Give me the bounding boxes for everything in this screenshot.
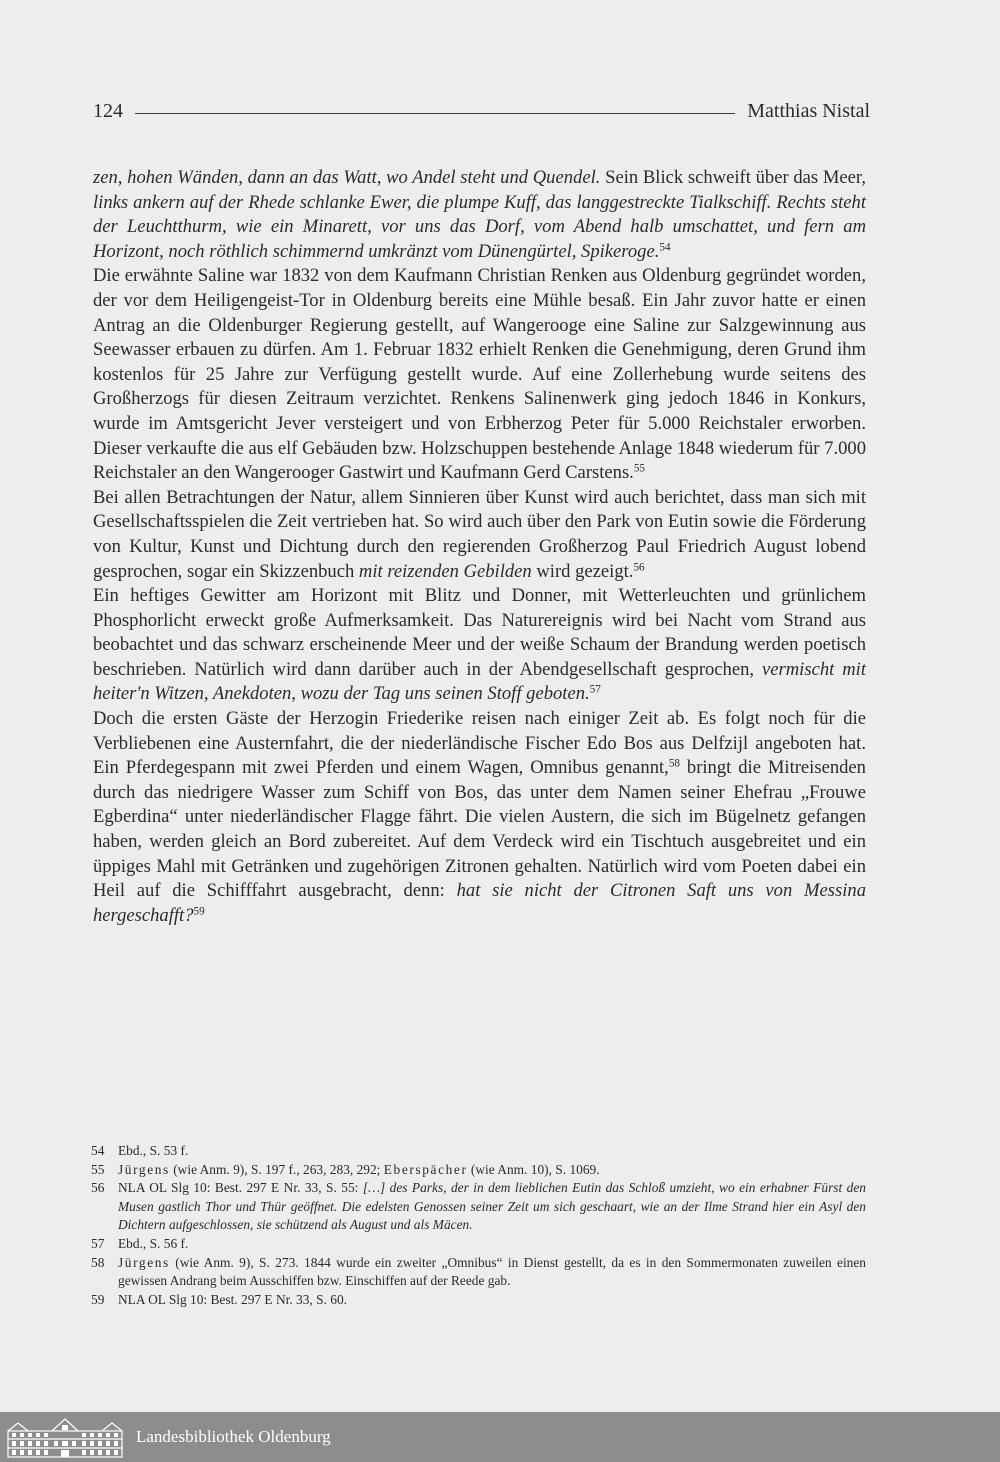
text-run: (wie Anm. 9), S. 197 f., 263, 283, 292; xyxy=(169,1161,384,1177)
footnote-ref-57[interactable]: 57 xyxy=(589,683,601,696)
footnote-56 xyxy=(91,1179,866,1235)
footnote-ref-56[interactable]: 56 xyxy=(633,560,645,573)
header-rule xyxy=(135,113,735,114)
text-run: wird gezeigt. xyxy=(531,560,634,582)
text-run: Bei allen Betrachtungen der Natur, allem Sinnieren über Kunst wird auch berichtet, dass man sich mit Gesellschaftsspielen die Zeit vertrieben hat. So wird auch über den Park von Eutin sowie die Förderung von Kultur, Kunst und Dichtung durch den regierenden Großherzog Paul Friedrich August lobend gesprochen, sogar ein Skizzenbuch xyxy=(93,486,866,582)
paragraph-1 xyxy=(93,166,866,264)
library-building-icon xyxy=(4,1415,126,1459)
author-name: Eberspächer xyxy=(383,1161,468,1177)
footnote-ref-58[interactable]: 58 xyxy=(668,757,680,770)
footnote-54 xyxy=(91,1142,866,1161)
footnote-text: NLA OL Slg 10: Best. 297 E Nr. 33, S. 60. xyxy=(118,1291,348,1307)
text-run: Ein heftiges Gewitter am Horizont mit Blitz und Donner, mit Wetterleuchten und grünlichem Phosphorlicht erweckt große Aufmerksamkeit. Das Naturereignis wird bei Nacht vom Strand aus beobachtet und das schwarz erscheinende Meer und der weiße Schaum der Brandung werden poetisch beschrieben. Natürlich wird dann darüber auch in der Abendgesellschaft gesprochen, xyxy=(93,585,866,680)
running-header xyxy=(93,96,870,126)
footnote-number: 56 xyxy=(91,1180,105,1196)
text-run: NLA OL Slg 10: Best. 297 E Nr. 33, S. 55: xyxy=(118,1180,363,1196)
paragraph-2 xyxy=(93,264,866,485)
page-number: 124 xyxy=(93,99,123,122)
text-run: (wie Anm. 10), S. 1069. xyxy=(467,1161,600,1177)
footnote-text xyxy=(118,1179,866,1235)
footnote-text: Ebd., S. 56 f. xyxy=(118,1235,189,1251)
footnote-55 xyxy=(91,1161,866,1180)
author-name: Jürgens xyxy=(118,1161,170,1177)
footnote-text: Ebd., S. 53 f. xyxy=(118,1143,189,1158)
library-name: Landesbibliothek Oldenburg xyxy=(136,1427,331,1446)
text-run: Doch die ersten Gäste der Herzogin Friederike reisen nach einiger Zeit ab. Es folgt noch für die Verbliebenen eine Austernfahrt, die der niederländische Fischer Edo Bos aus Delfzijl angeboten hat. Ein Pferdegespann mit zwei Pferden und einem Wagen, Omnibus genannt, xyxy=(93,708,866,779)
footnote-number: 58 xyxy=(91,1254,105,1270)
footnote-number: 54 xyxy=(91,1143,105,1158)
footnote-ref-59[interactable]: 59 xyxy=(193,905,205,918)
footnote-number: 57 xyxy=(91,1235,105,1251)
italic-quote: zen, hohen Wänden, dann an das Watt, wo Andel steht und Quendel. xyxy=(93,167,601,188)
footnote-number: 59 xyxy=(91,1291,105,1307)
footnote-58 xyxy=(91,1254,866,1291)
paragraph-3 xyxy=(93,486,866,584)
footnote-59 xyxy=(91,1291,866,1310)
footnote-number: 55 xyxy=(91,1161,105,1177)
text-run: Sein Blick schweift über das Meer, xyxy=(600,167,866,188)
paragraph-5 xyxy=(93,707,866,928)
paragraph-4 xyxy=(93,584,866,707)
italic-quote: hat sie nicht der Citronen Saft uns von Messina hergeschafft? xyxy=(93,880,866,926)
text-run: Die erwähnte Saline war 1832 von dem Kaufmann Christian Renken aus Oldenburg gegründet worden, der vor dem Heiligengeist-Tor in Oldenburg bereits eine Mühle besaß. Ein Jahr zuvor hatte er einen Antrag an die Oldenburger Regierung gestellt, auf Wangerooge eine Saline zur Salzgewinnung aus Seewasser erbauen zu dürfen. Am 1. Februar 1832 erhielt Renken die Genehmigung, deren Grund ihm kostenlos für 25 Jahre zur Verfügung gestellt wurde. Auf eine Zollerhebung wurde seitens des Großherzogs für diesen Zeitraum verzichtet. Renkens Salinenwerk ging jedoch 1846 in Konkurs, wurde im Amtsgericht Jever versteigert und von Erbherzog Peter für 5.000 Reichstaler erworben. Dieser verkaufte die aus elf Gebäuden bzw. Holzschuppen bestehende Anlage 1848 wiederum für 7.000 Reichstaler an den Wangerooger Gastwirt und Kaufmann Gerd Carstens. xyxy=(93,265,866,484)
footnote-text xyxy=(118,1254,866,1291)
body-text xyxy=(93,166,866,928)
text-run: (wie Anm. 9), S. 273. 1844 wurde ein zweiter „Omnibus“ in Dienst gestellt, da es in den Sommermonaten zuweilen einen gewissen Andrang beim Ausschiffen bzw. Einschiffen auf der Reede gab. xyxy=(118,1254,866,1289)
footnote-text xyxy=(118,1161,866,1180)
footnote-ref-55[interactable]: 55 xyxy=(633,462,645,475)
author-name: Jürgens xyxy=(118,1254,170,1270)
library-footer-bar xyxy=(0,1412,1000,1462)
italic-quote: vermischt mit heiter'n Witzen, Anekdoten, wozu der Tag uns seinen Stoff geboten. xyxy=(93,658,866,705)
footnotes xyxy=(91,1142,866,1309)
italic-quote: mit reizenden Gebilden xyxy=(358,560,532,582)
running-head-author: Matthias Nistal xyxy=(747,99,870,122)
text-run: bringt die Mitreisenden durch das niedrigere Wasser zum Schiff von Bos, das unter dem Namen seiner Ehefrau „Frouwe Egberdina“ unter niederländischer Flagge fährt. Die vielen Austern, die sich im Bügelnetz gefangen haben, werden gleich an Bord zubereitet. Auf dem Verdeck wird ein Tischtuch ausgebreitet und ein üppiges Mahl mit Getränken und zugehörigen Zitronen gehalten. Natürlich wird vom Poeten dabei ein Heil auf die Schifffahrt ausgebracht, denn: xyxy=(93,757,866,902)
footnote-57 xyxy=(91,1235,866,1254)
italic-quote: […] des Parks, der in dem lieblichen Eutin das Schloß umzieht, wo ein erhabner Fürst den Musen gastlich Thor und Thür geöffnet. Die edelsten Genossen seiner Zeit um sich geschaart, wie an der Ilme Strand hier ein Asyl den Dichtern aufgeschlossen, sie schützend als August und als Mäcen. xyxy=(118,1180,866,1233)
italic-quote: links ankern auf der Rhede schlanke Ewer, die plumpe Kuff, das langgestreckte Tialkschiff. Rechts steht der Leuchtthurm, wie ein Minarett, vor uns das Dorf, vom Abend halb umschattet, und fern am Horizont, noch röthlich schimmernd umkränzt vom Dünengürtel, Spikeroge. xyxy=(93,191,866,262)
footnote-ref-54[interactable]: 54 xyxy=(659,241,671,254)
